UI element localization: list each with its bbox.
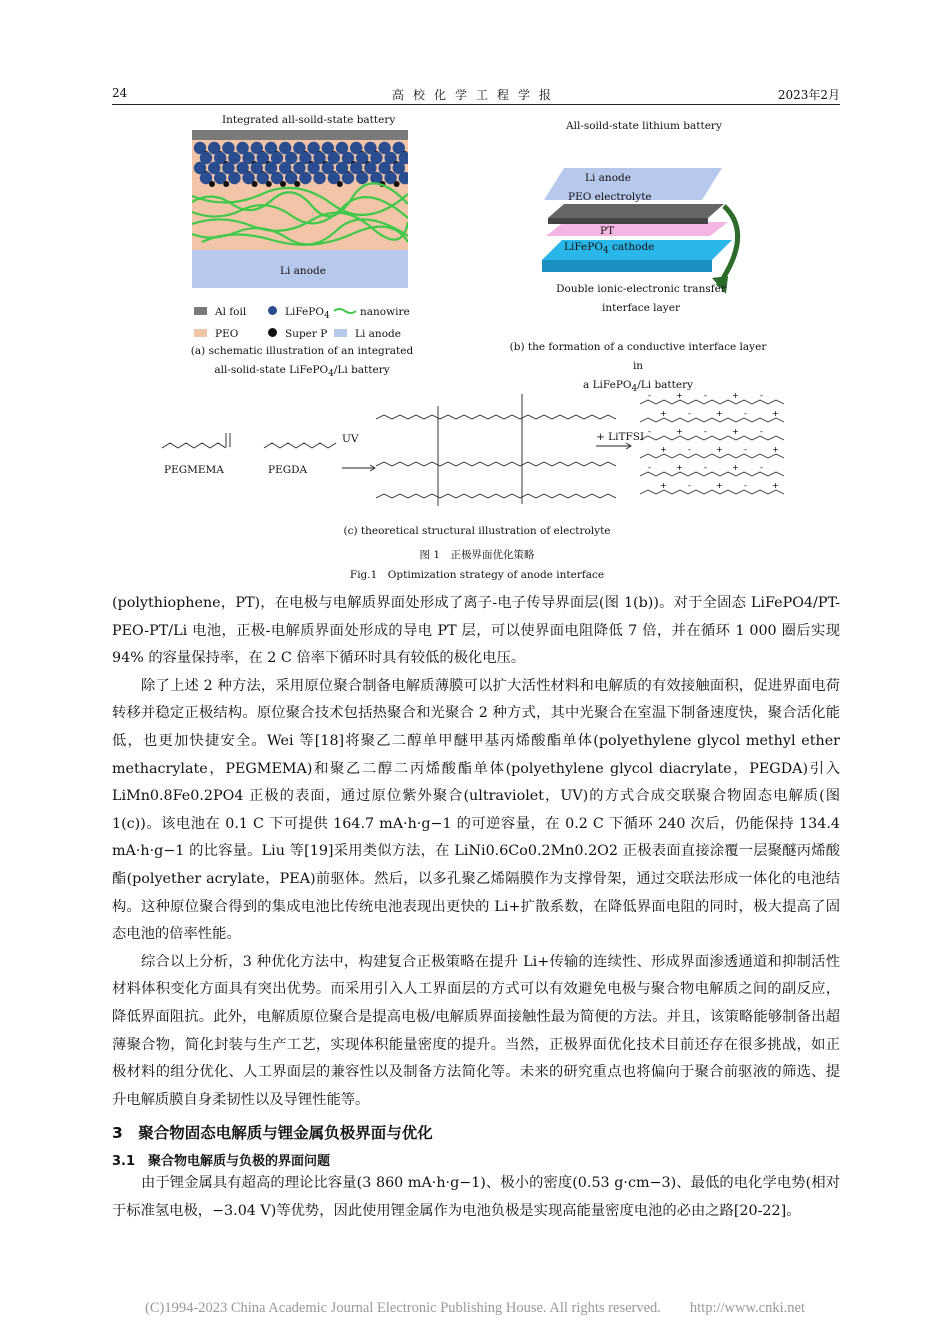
ion-charge: +: [676, 427, 683, 436]
ion-charge: -: [704, 391, 707, 400]
super-p-particle: [223, 181, 229, 187]
ion-charge: +: [732, 463, 739, 472]
al-foil-layer: [192, 130, 408, 140]
super-p-particle: [209, 181, 215, 187]
super-p-particle: [294, 181, 300, 187]
ion-charge: +: [732, 391, 739, 400]
issue-date: 2023年2月: [777, 88, 840, 102]
paragraph-3: 综合以上分析，3 种优化方法中，构建复合正极策略在提升 Li+传输的连续性、形成界面渗透通道和抑制活性材料体积变化方面具有突出优势。而采用引入人工界面层的方式可以有效避免电极与聚合物电解质之间的副反应，降低界面阻抗。此外，电解质原位聚合是提高电极/电解质界面接触性最为简便的方法。并且，该策略能够制备出超薄聚合物，简化封装与生产工艺，实现体积能量密度的提升。当然，正极界面优化技术目前还存在很多挑战，如正极材料的组分优化、人工界面层的兼容性以及制备方法简化等。未来的研究重点也将偏向于聚合前驱液的筛选、提升电解质膜自身柔韧性以及导锂性能等。: [112, 953, 840, 1108]
peo-electrolyte-layer: [548, 204, 724, 218]
ion-charge: -: [744, 409, 747, 418]
subsection-heading: 3.1 聚合物电解质与负极的界面问题: [112, 1154, 331, 1169]
monomer-pegda: PEGDA: [268, 464, 308, 476]
ion-charge: -: [744, 481, 747, 490]
pt-layer: [546, 222, 728, 236]
ion-charge: -: [760, 391, 763, 400]
ion-charge: -: [688, 481, 691, 490]
section-heading: 3 聚合物固态电解质与锂金属负极界面与优化: [112, 1124, 433, 1142]
legend-li-anode: Li anode: [334, 322, 401, 341]
ion-charge: +: [676, 463, 683, 472]
fig-a-li-anode-label: Li anode: [280, 265, 326, 277]
figure-1: [112, 108, 840, 588]
ion-charge: +: [772, 445, 779, 454]
fig-a-caption: (a) schematic illustration of an integrated all-solid-state LiFePO$_4$/Li battery: [190, 345, 414, 380]
ion-charge: -: [648, 427, 651, 436]
super-p-particle: [252, 181, 258, 187]
lifepo4-particle: [299, 172, 311, 184]
ion-charge: +: [660, 409, 667, 418]
legend-lifepo4: LiFePO$_4$: [268, 300, 330, 321]
copyright-footer: (C)1994-2023 China Academic Journal Electronic Publishing House. All rights reserved. http://www.cnki.net: [145, 1300, 805, 1316]
figure-caption-en: Fig.1 Optimization strategy of anode interface: [349, 569, 605, 581]
page-number: 24: [112, 86, 128, 100]
fig-a-title: Integrated all-soild-state battery: [222, 114, 396, 126]
polymer-chain: [640, 490, 784, 494]
fig-b-li-anode: Li anode: [585, 172, 631, 184]
super-p-particle: [280, 181, 286, 187]
fig-b-pt: PT: [600, 225, 615, 237]
fig-a-legend: [194, 300, 424, 340]
super-p-particle: [266, 181, 272, 187]
ion-charge: -: [648, 391, 651, 400]
fig-b-title: All-soild-state lithium battery: [566, 120, 722, 132]
paragraph-4: 由于锂金属具有超高的理论比容量(3 860 mA·h·g−1)、极小的密度(0.53 g·cm−3)、最低的电化学电势(相对于标准氢电极，−3.04 V)等优势，因此使用锂金属作为电池负极是实现高能量密度电池的必由之路[20-22]。: [112, 1175, 840, 1219]
ion-charge: +: [716, 409, 723, 418]
header-rule: [112, 104, 840, 105]
fig-b-caption: (b) the formation of a conductive interface layer in a LiFePO$_4$/Li battery: [509, 341, 767, 395]
ion-charge: -: [688, 445, 691, 454]
legend-super-p: Super P: [268, 322, 327, 341]
ion-charge: -: [760, 463, 763, 472]
fig-c-diagram: [156, 386, 796, 516]
figure-caption-cn: 图 1 正极界面优化策略: [419, 549, 535, 561]
ion-charge: +: [676, 391, 683, 400]
ion-charge: -: [688, 409, 691, 418]
body-text-2: [112, 1170, 840, 1225]
legend-peo: PEO: [194, 322, 238, 341]
lifepo4-particle: [342, 172, 354, 184]
polymer-chain: [640, 418, 784, 422]
lifepo4-particle: [228, 172, 240, 184]
paragraph-2: 除了上述 2 种方法，采用原位聚合制备电解质薄膜可以扩大活性材料和电解质的有效接触面积，促进界面电荷转移并稳定正极结构。原位聚合技术包括热聚合和光聚合 2 种方式，其中光聚合在室温下制备速度快，聚合活化能低，也更加快捷安全。Wei 等[18]将聚乙二醇单甲醚甲基丙烯酸酯单体(polyethylene glycol methyl ether methacrylate，PEGMEMA)和聚乙二醇二丙烯酸酯单体(polyethylene glycol diacrylate，PEGDA)引入 LiMn0.8Fe0.2PO4 正极的表面，通过原位紫外聚合(ultraviolet，UV)的方式合成交联聚合物固态电解质(图 1(c))。该电池在 0.1 C 下可提供 164.7 mA·h·g−1 的可逆容量，在 0.2 C 下循环 240 次后，仍能保持 134.4 mA·h·g−1 的比容量。Liu 等[19]采用类似方法，在 LiNi0.6Co0.2Mn0.2O2 正极表面直接涂覆一层聚醚丙烯酸酯(polyether acrylate，PEA)前驱体。然后，以多孔聚乙烯隔膜作为支撑骨架，通过交联法形成一体化的电池结构。这种原位聚合得到的集成电池比传统电池表现出更快的 Li+扩散系数，在降低界面电阻的同时，极大提高了固态电池的倍率性能。: [112, 677, 840, 943]
lifepo4-particle: [356, 172, 368, 184]
ion-charge: -: [704, 427, 707, 436]
legend-nanowire: nanowire: [334, 300, 410, 319]
polymer-chain: [640, 472, 784, 476]
ion-charge: -: [760, 427, 763, 436]
fig-b-diagram: [542, 144, 752, 294]
fig-b-peo: PEO electrolyte: [568, 191, 652, 203]
fig-c-caption: (c) theoretical structural illustration of electrolyte: [343, 525, 611, 537]
monomer-pegmema: PEGMEMA: [164, 464, 224, 476]
ion-charge: +: [716, 481, 723, 490]
ion-charge: +: [660, 445, 667, 454]
ion-network: [640, 391, 784, 494]
fig-b-interface-label: Double ionic-electronic transfer interface layer: [556, 283, 726, 314]
pegmema-structure: [162, 443, 226, 448]
litfsi-label: + LiTFSI: [596, 431, 645, 443]
crosslinked-polymer: [376, 394, 616, 506]
body-text: [112, 590, 840, 1114]
pegda-structure: [264, 443, 336, 448]
ion-charge: +: [772, 409, 779, 418]
ion-charge: -: [704, 463, 707, 472]
legend-al-foil: Al foil: [194, 300, 246, 319]
fig-b-cathode: LiFePO$_4$ cathode: [564, 241, 655, 257]
super-p-particle: [337, 181, 343, 187]
lifepo4-particle: [313, 172, 325, 184]
paragraph-1: (polythiophene，PT)，在电极与电解质界面处形成了离子-电子传导界面层(图 1(b))。对于全固态 LiFePO4/PT-PEO-PT/Li 电池，正极-电解质界面处形成的导电 PT 层，可以使界面电阻降低 7 倍，并在循环 1 000 圈后实现 94% 的容量保持率，在 2 C 倍率下循环时具有较低的极化电压。: [112, 595, 840, 667]
polymer-chain: [640, 400, 784, 404]
running-header: [112, 86, 840, 104]
journal-name: 高校化学工程学报: [391, 88, 560, 102]
ion-charge: +: [772, 481, 779, 490]
ion-charge: +: [732, 427, 739, 436]
ion-charge: +: [716, 445, 723, 454]
ion-charge: -: [648, 463, 651, 472]
super-p-particle: [394, 181, 400, 187]
ion-charge: +: [660, 481, 667, 490]
polymer-chain: [640, 436, 784, 440]
polymer-chain: [640, 454, 784, 458]
ion-charge: -: [744, 445, 747, 454]
uv-label: UV: [342, 433, 359, 445]
